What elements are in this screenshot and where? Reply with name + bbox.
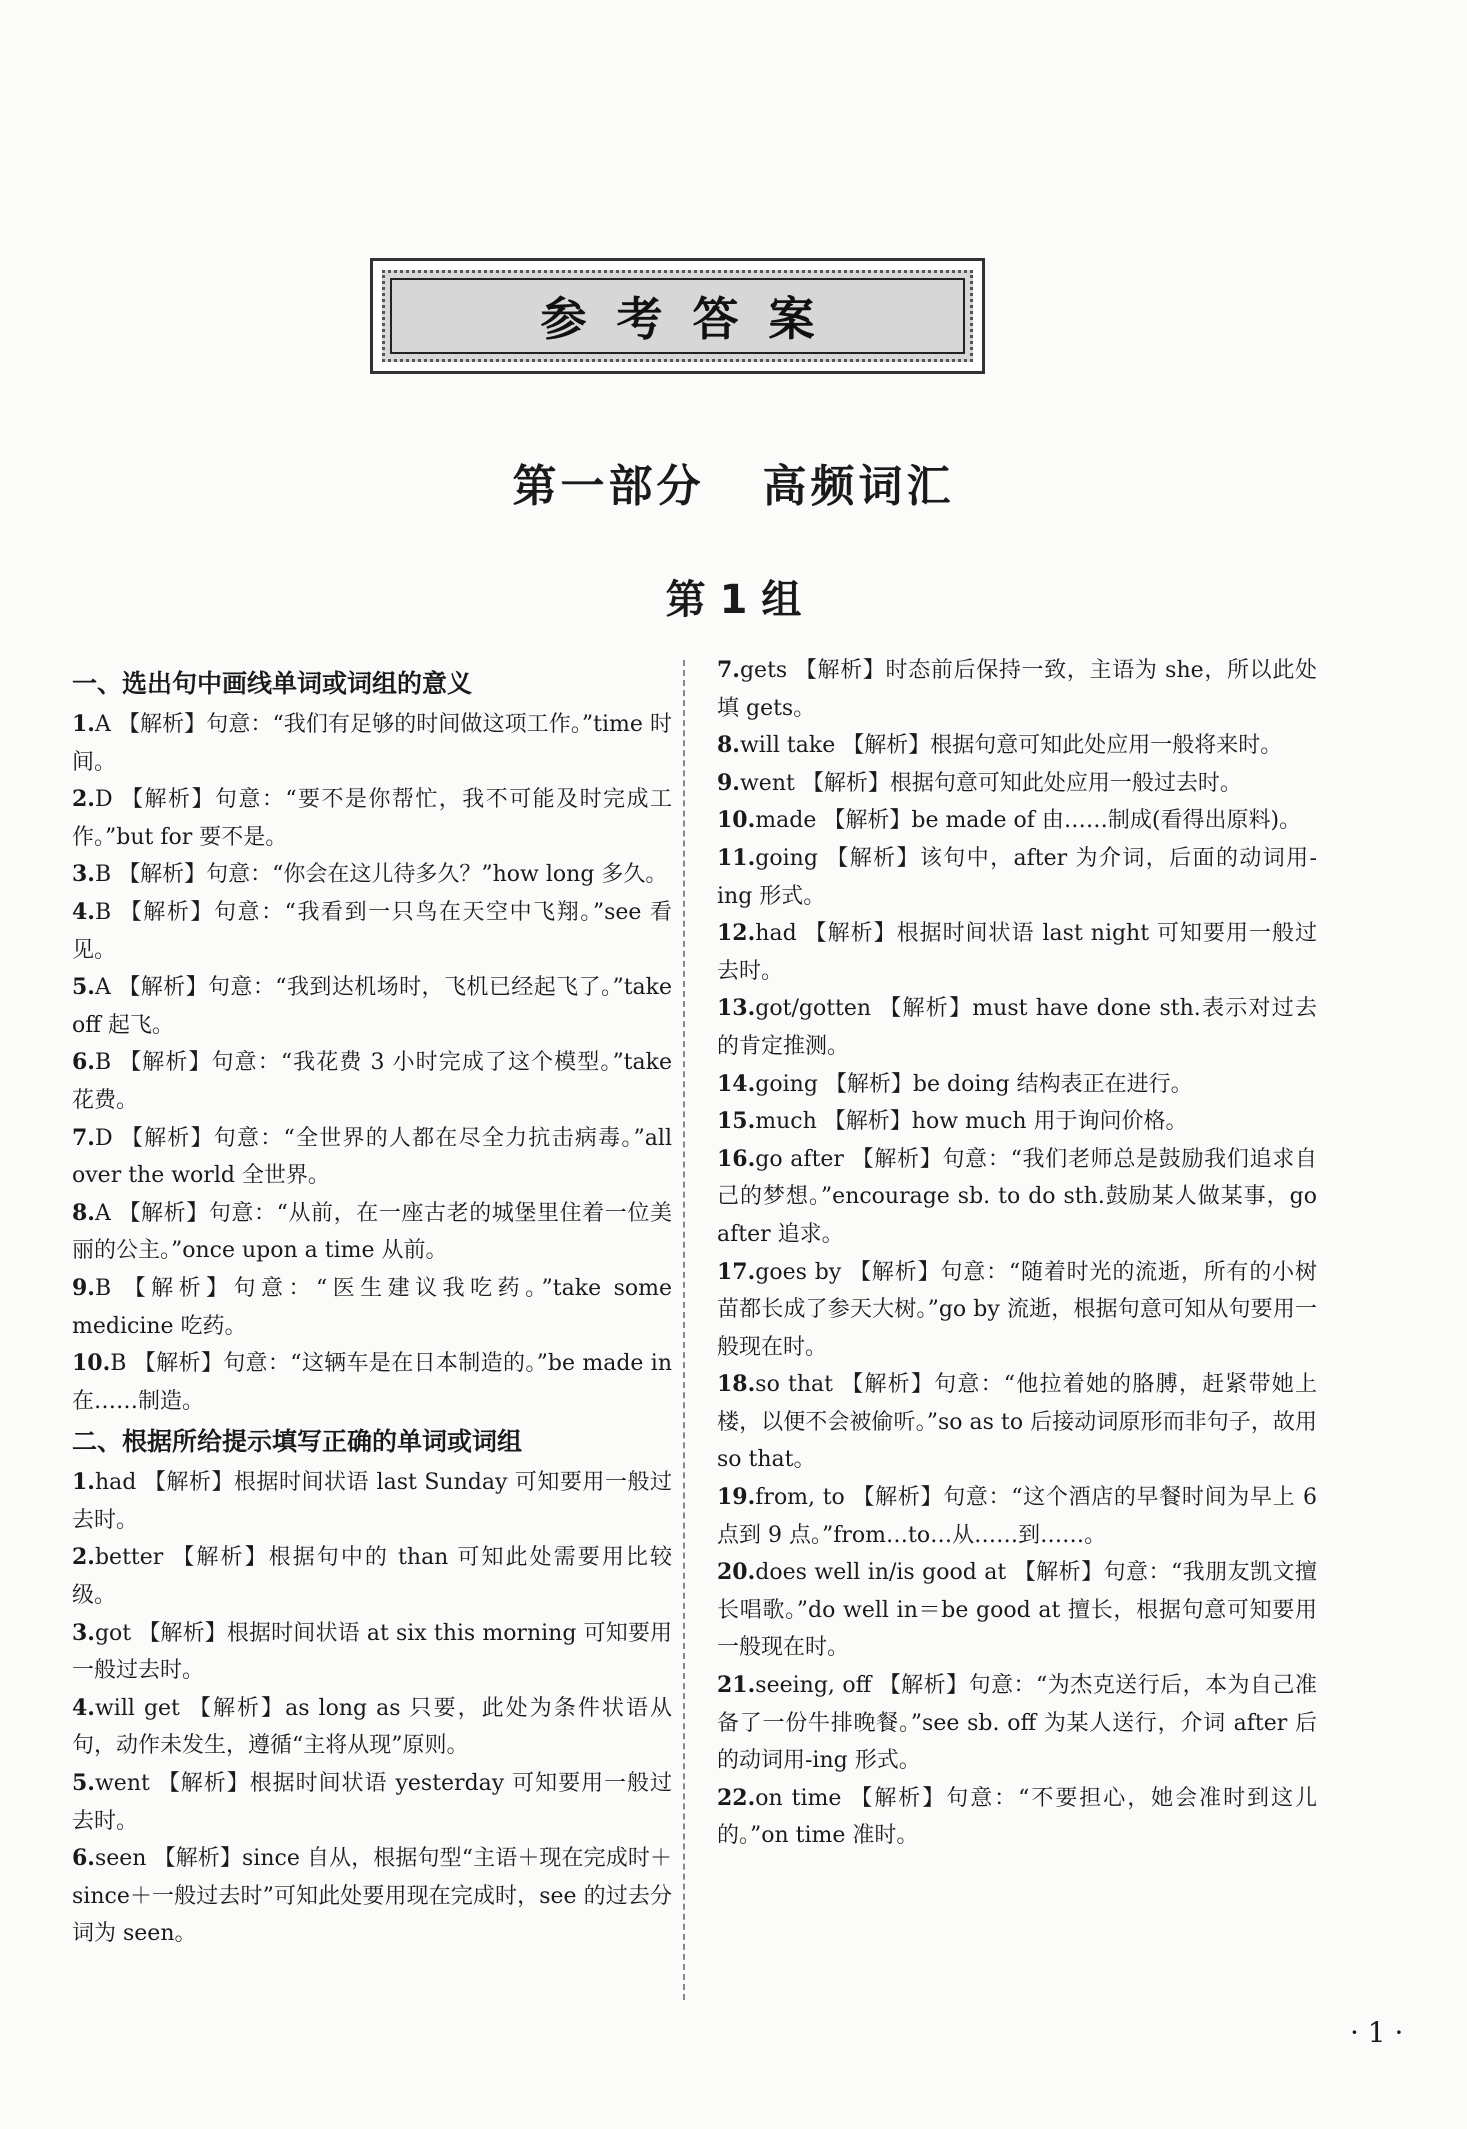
- answer-item: 22.on time 【解析】句意：“不要担心，她会准时到这儿的。”on time 准时。: [717, 1784, 1317, 1849]
- right-column: [717, 652, 1317, 1855]
- answer-item: 20.does well in/is good at 【解析】句意：“我朋友凯文擅长唱歌。”do well in＝be good at 擅长，根据句意可知要用一般现在时。: [717, 1559, 1317, 1661]
- column-divider: [683, 660, 685, 2000]
- answer-item: 13.got/gotten 【解析】must have done sth.表示对过去的肯定推测。: [717, 995, 1317, 1059]
- banner-title: 参考答案: [540, 292, 845, 346]
- left-column: [72, 662, 672, 1953]
- answer-item: 8.will take 【解析】根据句意可知此处应用一般将来时。: [717, 732, 1283, 759]
- answer-item: 5.went 【解析】根据时间状语 yesterday 可知要用一般过去时。: [72, 1770, 672, 1834]
- answer-item: 7.D 【解析】句意：“全世界的人都在尽全力抗击病毒。”all over the world 全世界。: [72, 1124, 672, 1189]
- answer-item: 4.will get 【解析】as long as 只要，此处为条件状语从句，动作未发生，遵循“主将从现”原则。: [72, 1694, 672, 1759]
- answer-item: 3.got 【解析】根据时间状语 at six this morning 可知要用一般过去时。: [72, 1619, 672, 1684]
- answer-item: 19.from, to 【解析】句意：“这个酒店的早餐时间为早上 6 点到 9 点。”from…to…从……到……。: [717, 1484, 1317, 1548]
- answer-item: 7.gets 【解析】时态前后保持一致，主语为 she，所以此处填 gets。: [717, 657, 1317, 721]
- answer-item: 6.seen 【解析】since 自从，根据句型“主语＋现在完成时＋since＋一般过去时”可知此处要用现在完成时，see 的过去分词为 seen。: [72, 1845, 672, 1947]
- answer-item: 1.had 【解析】根据时间状语 last Sunday 可知要用一般过去时。: [72, 1469, 672, 1533]
- group-title: 第 1 组: [665, 577, 802, 623]
- section-heading: 一、选出句中画线单词或词组的意义: [72, 669, 473, 698]
- answer-item: 5.A 【解析】句意：“我到达机场时，飞机已经起飞了。”take off 起飞。: [72, 974, 672, 1038]
- section-heading: 二、根据所给提示填写正确的单词或词组: [72, 1427, 523, 1457]
- answer-item: 16.go after 【解析】句意：“我们老师总是鼓励我们追求自己的梦想。”encourage sb. to do sth.鼓励某人做某事，go after 追求。: [717, 1145, 1317, 1247]
- answer-item: 9.went 【解析】根据句意可知此处应用一般过去时。: [717, 769, 1242, 796]
- page-number: · 1 ·: [1350, 2016, 1404, 2049]
- answer-item: 14.going 【解析】be doing 结构表正在进行。: [717, 1070, 1193, 1097]
- banner-frame: [382, 270, 973, 362]
- answer-item: 12.had 【解析】根据时间状语 last night 可知要用一般过去时。: [717, 920, 1317, 984]
- answer-item: 3.B 【解析】句意：“你会在这儿待多久？”how long 多久。: [72, 861, 668, 888]
- answer-item: 4.B 【解析】句意：“我看到一只鸟在天空中飞翔。”see 看见。: [72, 898, 672, 963]
- answer-item: 10.made 【解析】be made of 由……制成(看得出原料)。: [717, 807, 1302, 834]
- answer-item: 1.A 【解析】句意：“我们有足够的时间做这项工作。”time 时间。: [72, 711, 672, 775]
- part-title: 第一部分 高频词汇: [512, 461, 955, 512]
- answer-item: 21.seeing, off 【解析】句意：“为杰克送行后，本为自己准备了一份牛排晚餐。”see sb. off 为某人送行，介词 after 后的动词用-ing 形式。: [717, 1672, 1317, 1774]
- answer-item: 8.A 【解析】句意：“从前，在一座古老的城堡里住着一位美丽的公主。”once upon a time 从前。: [72, 1199, 672, 1264]
- answer-item: 17.goes by 【解析】句意：“随着时光的流逝，所有的小树苗都长成了参天大树。”go by 流逝，根据句意可知从句要用一般现在时。: [717, 1258, 1317, 1360]
- answer-item: 9.B 【解析】句意：“医生建议我吃药。”take some medicine 吃药。: [72, 1274, 672, 1339]
- answer-item: 2.D 【解析】句意：“要不是你帮忙，我不可能及时完成工作。”but for 要不是。: [72, 786, 672, 850]
- answer-item: 11.going 【解析】该句中，after 为介词，后面的动词用-ing 形式。: [717, 844, 1317, 909]
- answer-item: 6.B 【解析】句意：“我花费 3 小时完成了这个模型。”take 花费。: [72, 1049, 672, 1113]
- answer-item: 18.so that 【解析】句意：“他拉着她的胳膊，赶紧带她上楼，以便不会被偷听。”so as to 后接动词原形而非句子，故用 so that。: [717, 1371, 1317, 1473]
- answer-item: 10.B 【解析】句意：“这辆车是在日本制造的。”be made in 在……制造。: [72, 1350, 672, 1414]
- answer-banner: [370, 258, 985, 374]
- answer-item: 15.much 【解析】how much 用于询问价格。: [717, 1108, 1188, 1135]
- answer-item: 2.better 【解析】根据句中的 than 可知此处需要用比较级。: [72, 1544, 672, 1609]
